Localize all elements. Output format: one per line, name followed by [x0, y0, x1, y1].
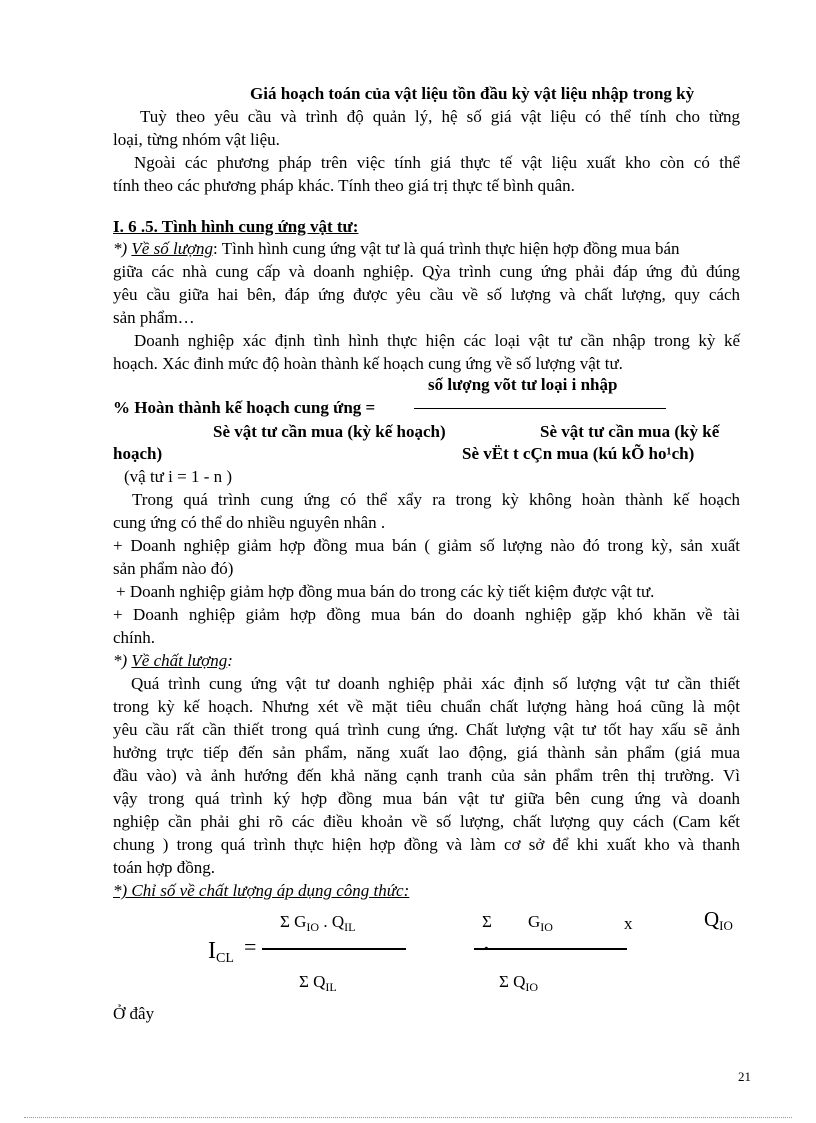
paragraph-1-line-1: Tuỳ theo yêu cầu và trình độ quản lý, hệ số giá vật liệu có thể tính cho từng — [140, 107, 740, 126]
formula2-num1-a-sub: IO — [306, 920, 320, 934]
formula2-q-main: Q — [704, 907, 720, 931]
bullet-3-line-2: chính. — [113, 628, 156, 647]
here-label: Ở đây — [113, 1004, 155, 1023]
formula1-numerator: số lượng võt tư loại i nhập — [428, 375, 618, 394]
paragraph-3-line-1: Trong quá trình cung ứng có thể xẩy ra trong kỳ không hoàn thành kế hoạch — [132, 490, 740, 509]
quantity-label-prefix: *) — [113, 239, 132, 258]
formula1-left: % Hoàn thành kế hoạch cung ứng = — [113, 398, 376, 417]
quality-label-prefix: *) — [113, 651, 132, 670]
formula2-numerator-1 — [280, 912, 355, 935]
quality-label: Về chất lượng — [131, 651, 228, 670]
quality-line-9: toán hợp đồng. — [113, 858, 216, 877]
quality-line-3: yêu cầu rất cần thiết trong quá trình cung ứng. Chất lượng vật tư tốt hay xấu sẽ ảnh — [113, 720, 740, 739]
formula2-fraction-bar-1 — [262, 948, 406, 950]
formula1-denominator-line-2a: hoạch) — [113, 444, 163, 463]
quantity-paragraph-2-line-2: hoạch. Xác đinh mức độ hoàn thành kế hoạch cung ứng về số lượng vật tư. — [113, 354, 623, 373]
formula2-lhs-sub: CL — [216, 951, 234, 966]
formula2-num1-b: . Q — [319, 912, 345, 931]
formula2-fraction-bar-2 — [474, 948, 627, 950]
quality-line-1: Quá trình cung ứng vật tư doanh nghiệp phải xác định số lượng vật tư cần thiết — [131, 674, 740, 693]
formula2-num1-b-sub: IL — [344, 920, 356, 934]
formula2-num2-sigma: Σ — [482, 912, 492, 931]
quality-line-4: hưởng trực tiếp đến sản phẩm, năng xuất lao động, giá thành sản phẩm (giá mua — [113, 743, 740, 762]
quality-label-line — [113, 650, 233, 672]
formula2-den1: Σ Q — [299, 972, 326, 991]
quality-label-suffix: : — [227, 651, 233, 670]
formula2-q — [704, 907, 733, 934]
formula2-den2: Σ Q — [499, 972, 526, 991]
formula2-den1-sub: IL — [325, 980, 337, 994]
formula2-denominator-2 — [499, 972, 538, 995]
formula2-num2-g — [528, 912, 553, 935]
formula2-denominator-1 — [299, 972, 337, 995]
section-title: I. 6 .5. Tình hình cung ứng vật tư: — [113, 217, 359, 236]
bullet-1-line-2: sản phẩm nào đó) — [113, 559, 234, 578]
formula2-lhs-main: I — [208, 938, 216, 964]
bullet-1-line-1: + Doanh nghiệp giảm hợp đồng mua bán ( giảm số lượng nào đó trong kỳ, sản xuất — [113, 536, 740, 555]
index-label: *) Chỉ số về chất lượng áp dụng công thức: — [113, 881, 410, 900]
formula1-note: (vậ tư i = 1 - n ) — [124, 467, 233, 486]
footer-dotted-border — [24, 1117, 792, 1118]
quantity-paragraph-2-line-1: Doanh nghiệp xác định tình hình thực hiện các loại vật tư cần nhập trong kỳ kế — [134, 331, 740, 350]
paragraph-3-line-2: cung ứng có thể do nhiều nguyên nhân . — [113, 513, 386, 532]
paragraph-2-line-1: Ngoài các phương pháp trên việc tính giá thực tế vật liệu xuất kho còn có thể — [134, 153, 740, 172]
formula2-num2-g-main: G — [528, 912, 541, 931]
quantity-line-1: : Tình hình cung ứng vật tư là quá trình thực hiện hợp đồng mua bán — [213, 239, 680, 258]
formula1-denominator-line-1b: Sè vật tư cần mua (kỳ kế — [540, 422, 720, 441]
quantity-line-3: yêu cầu giữa hai bên, đáp ứng được yêu cầu về số lượng và chất lượng, quy cách — [113, 285, 740, 304]
formula2-equals: = — [244, 934, 257, 959]
bullet-2: + Doanh nghiệp giảm hợp đồng mua bán do trong các kỳ tiết kiệm được vật tư. — [116, 582, 655, 601]
heading-line: Giá hoạch toán của vật liệu tồn đầu kỳ vật liệu nhập trong kỳ — [250, 84, 695, 103]
formula1-denominator-line-1: Sè vật tư cần mua (kỳ kế hoạch) — [213, 422, 446, 441]
quantity-line-4: sản phẩm… — [113, 308, 195, 327]
formula2-num2-g-sub: IO — [540, 920, 553, 934]
formula2-q-sub: IO — [719, 918, 733, 933]
quantity-label: Về số lượng — [131, 239, 214, 258]
formula2-lhs — [208, 938, 234, 967]
bullet-3-line-1: + Doanh nghiệp giảm hợp đồng mua bán do doanh nghiệp gặp khó khăn về tài — [113, 605, 740, 624]
quality-line-8: chung ) trong quá trình thực hiện hợp đồng và làm cơ sở để khi xuất kho và thanh — [113, 835, 740, 854]
formula2-times: x — [624, 914, 633, 933]
quantity-line-2: giữa các nhà cung cấp và doanh nghiệp. Qỳa trình cung ứng phải đáp ứng đủ đúng — [113, 262, 740, 281]
quantity-first-line — [113, 238, 740, 260]
formula1-denominator-line-2b: Sè vËt t cÇn mua (kú kÕ ho¹ch) — [462, 444, 695, 463]
formula2-division-dot: · — [483, 938, 490, 960]
quality-line-6: vậy trong quá trình ký hợp đồng mua bán vật tư giữa bên cung ứng và doanh — [113, 789, 740, 808]
quality-line-2: trong kỳ kế hoạch. Nhưng xét về mặt tiêu chuẩn chất lượng hàng hoá cũng là một — [113, 697, 740, 716]
paragraph-1-line-2: loại, từng nhóm vật liệu. — [113, 130, 280, 149]
page-number: 21 — [738, 1069, 751, 1084]
formula2-den2-sub: IO — [525, 980, 539, 994]
formula2-num1-a: Σ G — [280, 912, 307, 931]
formula1-fraction-bar — [414, 408, 666, 409]
quality-line-7: nghiệp cần phải ghi rõ các điều khoản về số lượng, chất lượng quy cách (Cam kết — [113, 812, 740, 831]
paragraph-2-line-2: tính theo các phương pháp khác. Tính theo giá trị thực tế bình quân. — [113, 176, 575, 195]
quality-line-5: đầu vào) và ảnh hướng đến khả năng cạnh tranh của sản phẩm trên thị trường. Vì — [113, 766, 740, 785]
